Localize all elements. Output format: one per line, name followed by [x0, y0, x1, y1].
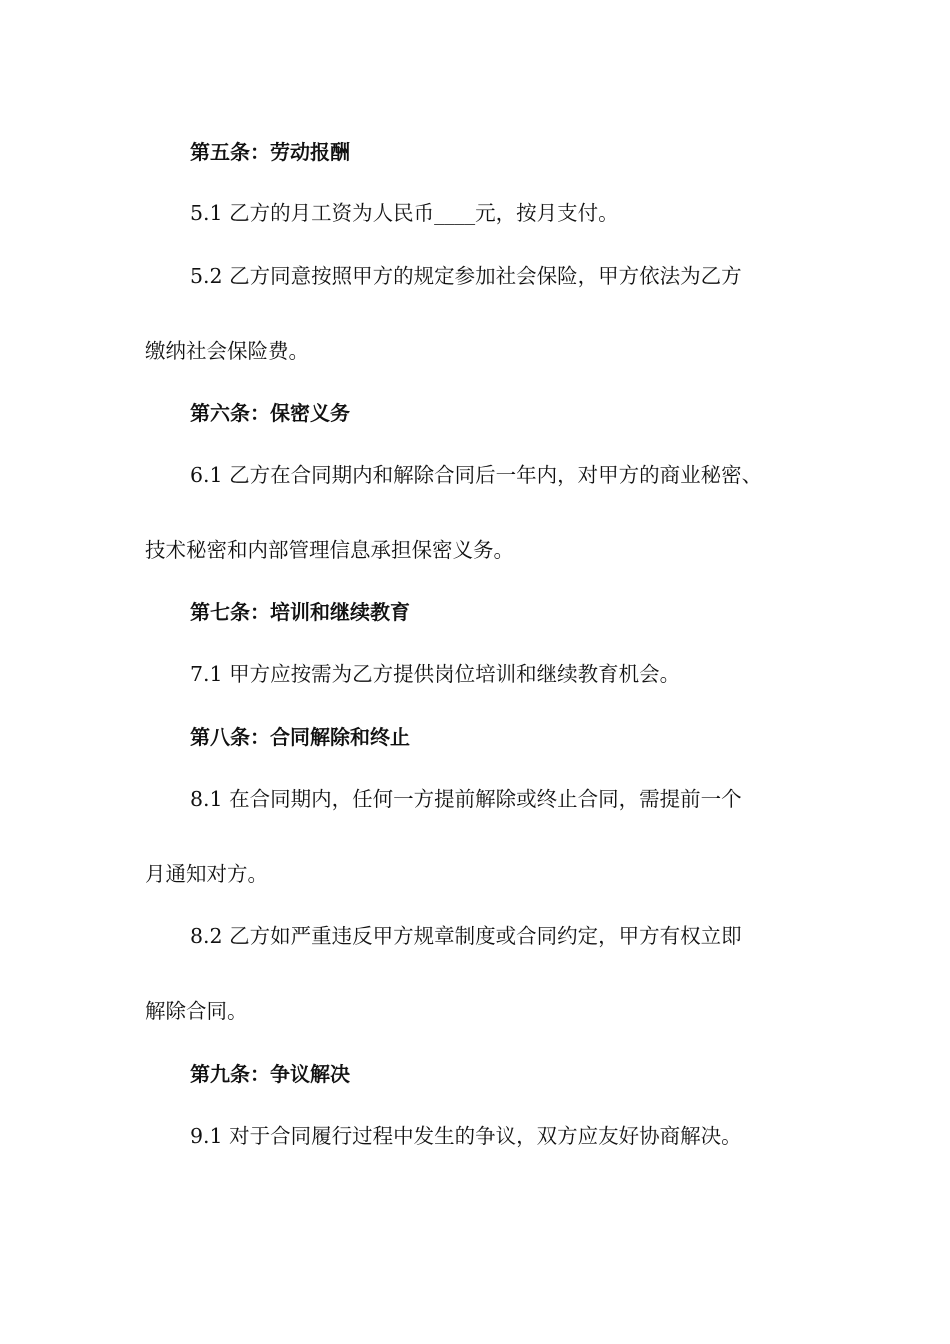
- clause-9-1: 9.1 对于合同履行过程中发生的争议，双方应友好协商解决。: [190, 1124, 742, 1148]
- clause-8-1: 8.1 在合同期内，任何一方提前解除或终止合同，需提前一个: [190, 787, 742, 811]
- clause-6-1-continued: 技术秘密和内部管理信息承担保密义务。: [145, 538, 514, 562]
- clause-5-1: 5.1 乙方的月工资为人民币____元，按月支付。: [190, 201, 619, 225]
- section-heading-9: 第九条：争议解决: [190, 1062, 350, 1086]
- clause-6-1: 6.1 乙方在合同期内和解除合同后一年内，对甲方的商业秘密、: [190, 463, 763, 487]
- clause-8-1-continued: 月通知对方。: [145, 862, 268, 886]
- section-heading-6: 第六条：保密义务: [190, 401, 350, 425]
- section-heading-8: 第八条：合同解除和终止: [190, 725, 410, 749]
- clause-5-2: 5.2 乙方同意按照甲方的规定参加社会保险，甲方依法为乙方: [190, 264, 742, 288]
- clause-8-2: 8.2 乙方如严重违反甲方规章制度或合同约定，甲方有权立即: [190, 924, 742, 948]
- clause-5-2-continued: 缴纳社会保险费。: [145, 339, 309, 363]
- clause-7-1: 7.1 甲方应按需为乙方提供岗位培训和继续教育机会。: [190, 662, 681, 686]
- clause-8-2-continued: 解除合同。: [145, 999, 248, 1023]
- section-heading-5: 第五条：劳动报酬: [190, 140, 350, 164]
- section-heading-7: 第七条：培训和继续教育: [190, 600, 410, 624]
